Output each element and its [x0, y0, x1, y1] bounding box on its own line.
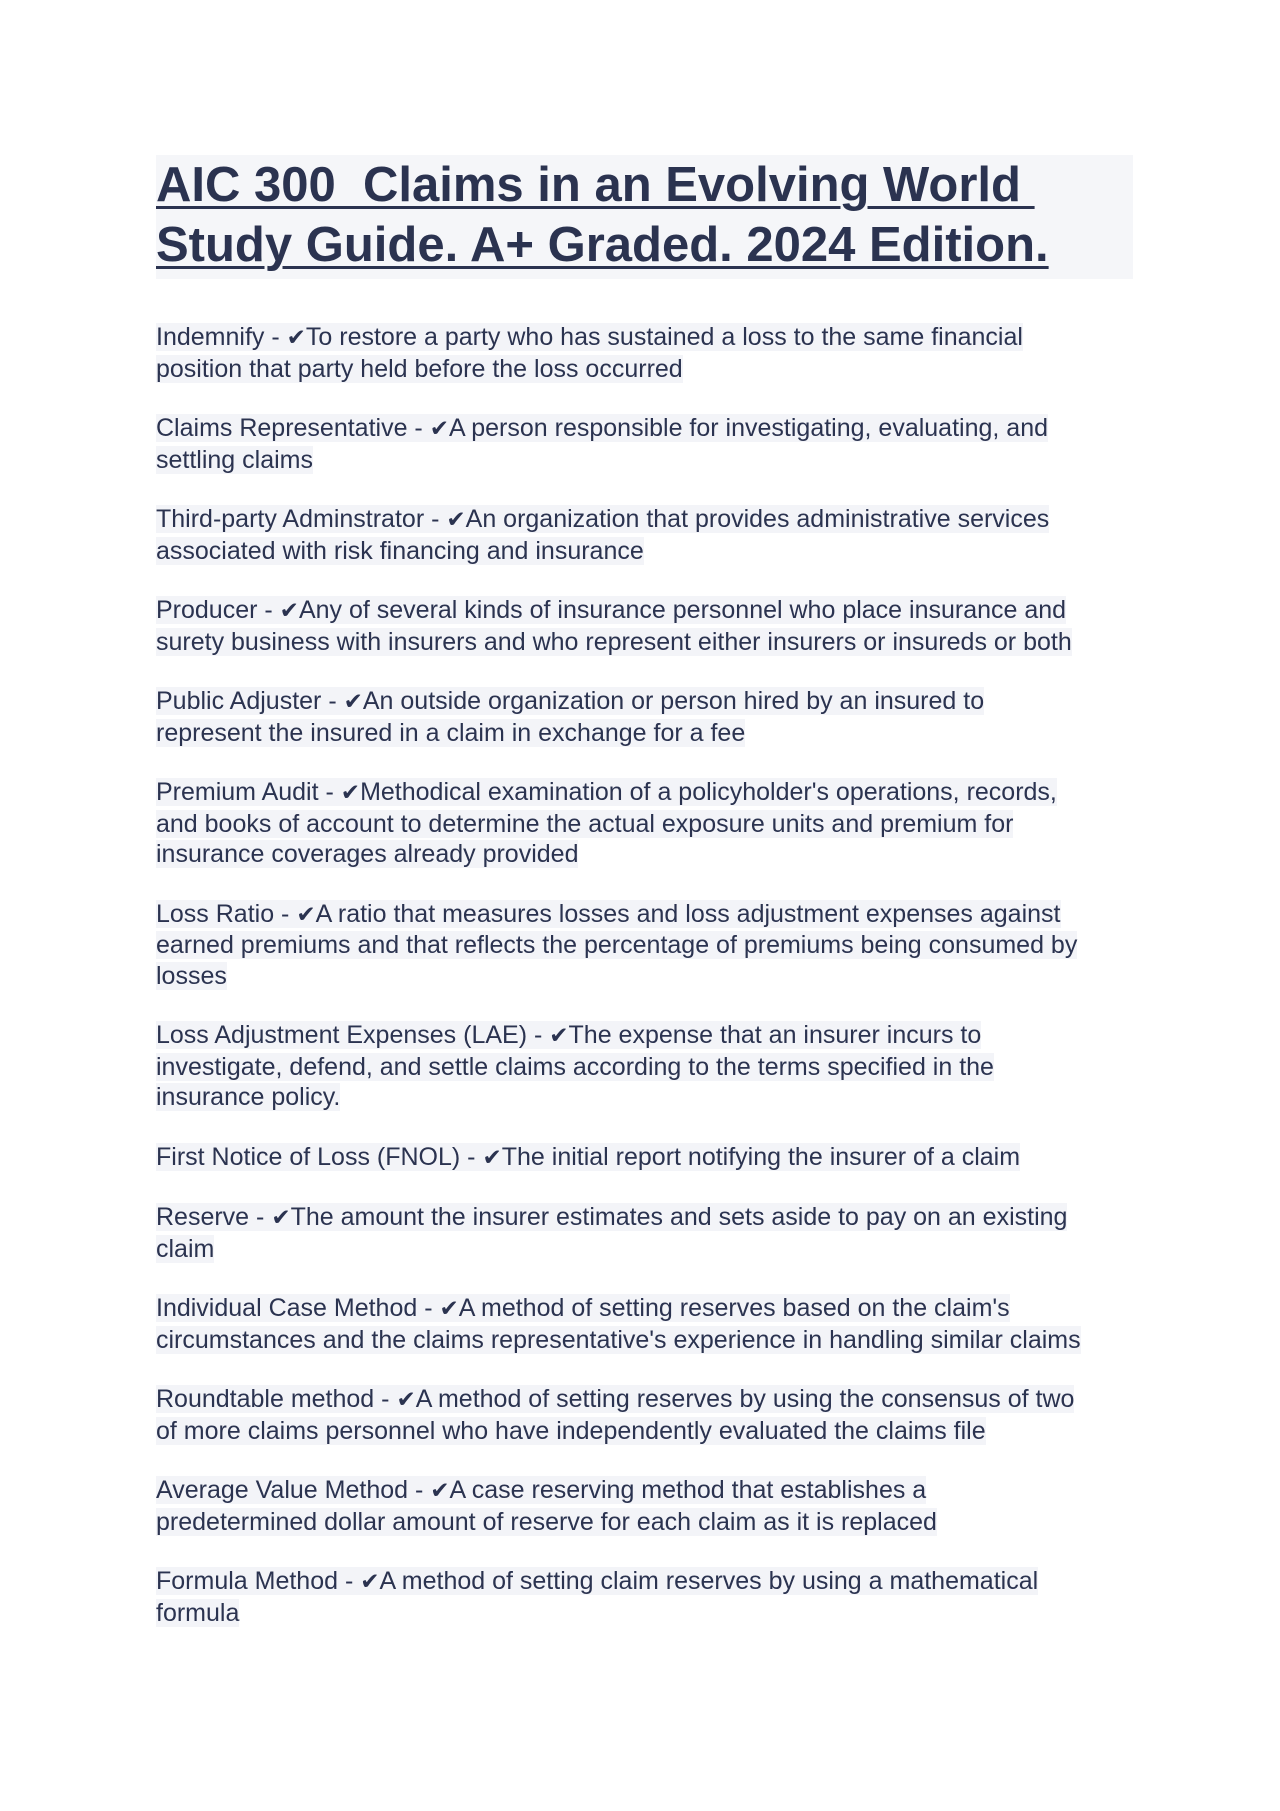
- highlighted-text: [156, 1143, 1020, 1171]
- definition-line: [156, 839, 1156, 870]
- definition-entry: [156, 1142, 1156, 1174]
- definition-entry: [156, 1293, 1156, 1355]
- checkmark-icon: ✔: [296, 901, 316, 928]
- definition-line: [156, 1020, 1156, 1052]
- definition-entry: [156, 1020, 1156, 1113]
- definition-line: [156, 686, 1156, 718]
- definition-line: [156, 899, 1156, 931]
- checkmark-icon: ✔: [446, 507, 466, 533]
- definition-entry: [156, 899, 1156, 992]
- definition-text: A method of setting reserves based on the claim's: [458, 1294, 1010, 1322]
- definition-line: [156, 961, 1156, 992]
- definition-text: claim: [156, 1234, 215, 1263]
- checkmark-icon: ✔: [430, 1478, 450, 1504]
- definition-line: [156, 718, 1156, 749]
- checkmark-icon: ✔: [340, 780, 361, 806]
- highlighted-text: [156, 1385, 1074, 1413]
- definition-entry: [156, 1384, 1156, 1446]
- definition-line: [156, 504, 1156, 536]
- definition-line: [156, 1234, 1156, 1265]
- definition-line: [156, 1082, 1156, 1113]
- term-label: Indemnify -: [156, 323, 287, 351]
- highlighted-text: [156, 1203, 1067, 1231]
- definition-line: [156, 1142, 1156, 1174]
- definition-text: A method of setting claim reserves by using a mathematical: [379, 1567, 1039, 1595]
- term-label: Loss Adjustment Expenses (LAE) -: [156, 1021, 550, 1049]
- definition-line: [156, 1598, 1156, 1629]
- term-label: Average Value Method -: [156, 1476, 431, 1504]
- definition-text: settling claims: [156, 445, 313, 474]
- highlighted-text: [156, 1476, 926, 1504]
- definition-text: To restore a party who has sustained a loss to the same financial: [305, 323, 1023, 351]
- definition-text: The amount the insurer estimates and sets aside to pay on an existing: [290, 1203, 1068, 1231]
- definition-entry: [156, 1566, 1156, 1628]
- definition-line: [156, 354, 1156, 385]
- definition-entry: [156, 686, 1156, 748]
- highlighted-text: [156, 414, 1048, 442]
- definition-line: [156, 322, 1156, 354]
- highlighted-text: [156, 1021, 981, 1049]
- definition-line: [156, 413, 1156, 445]
- document-title: [156, 155, 1133, 279]
- definition-text: formula: [156, 1598, 240, 1627]
- definition-text: insurance coverages already provided: [156, 840, 579, 868]
- term-label: Formula Method -: [156, 1567, 361, 1595]
- definition-line: [156, 1384, 1156, 1416]
- definition-text: losses: [156, 961, 227, 990]
- term-label: Roundtable method -: [156, 1385, 397, 1413]
- definition-text: represent the insured in a claim in exchange for a fee: [156, 718, 746, 747]
- term-label: Reserve -: [156, 1203, 272, 1231]
- definition-line: [156, 930, 1156, 961]
- definition-line: [156, 1475, 1156, 1507]
- checkmark-icon: ✔: [549, 1023, 569, 1049]
- definition-text: earned premiums and that reflects the percentage of premiums being consumed by: [156, 931, 1078, 959]
- definition-line: [156, 1293, 1156, 1325]
- checkmark-icon: ✔: [271, 1205, 291, 1231]
- definition-text: Methodical examination of a policyholder's operations, records,: [360, 778, 1057, 806]
- definition-text: A method of setting reserves by using the consensus of two: [415, 1385, 1075, 1413]
- term-label: Third-party Adminstrator -: [156, 505, 447, 533]
- definition-line: [156, 1416, 1156, 1447]
- definition-text: Any of several kinds of insurance personnel who place insurance and: [298, 596, 1067, 624]
- definition-text: insurance policy.: [156, 1083, 341, 1111]
- definition-text: An organization that provides administrative services: [465, 505, 1050, 533]
- checkmark-icon: ✔: [279, 598, 299, 624]
- definition-text: surety business with insurers and who represent either insurers or insureds or both: [156, 627, 1072, 656]
- definition-text: circumstances and the claims representative's experience in handling similar claims: [156, 1325, 1081, 1354]
- checkmark-icon: ✔: [360, 1569, 380, 1595]
- checkmark-icon: ✔: [343, 689, 363, 715]
- definition-text: position that party held before the loss occurred: [156, 354, 683, 383]
- definition-text: associated with risk financing and insurance: [156, 536, 644, 565]
- definition-line: [156, 1325, 1156, 1356]
- checkmark-icon: ✔: [429, 416, 449, 442]
- highlighted-text: [156, 900, 1061, 928]
- definition-text: A ratio that measures losses and loss adjustment expenses against: [315, 899, 1061, 928]
- definition-text: investigate, defend, and settle claims according to the terms specified in the: [156, 1052, 994, 1081]
- definition-text: The expense that an insurer incurs to: [568, 1021, 982, 1049]
- highlighted-text: [156, 778, 1057, 806]
- definition-text: The initial report notifying the insurer of a claim: [501, 1142, 1021, 1171]
- definition-entry: [156, 504, 1156, 566]
- definition-line: [156, 1052, 1156, 1083]
- definition-entry: [156, 413, 1156, 475]
- definition-line: [156, 1202, 1156, 1234]
- definition-text: A case reserving method that establishes a: [449, 1476, 927, 1504]
- title-line: Study Guide. A+ Graded. 2024 Edition.: [156, 218, 1049, 272]
- highlighted-text: [156, 1294, 1010, 1322]
- checkmark-icon: ✔: [439, 1296, 459, 1322]
- definition-entry: [156, 322, 1156, 384]
- highlighted-text: [156, 505, 1049, 533]
- term-label: Loss Ratio -: [156, 899, 297, 928]
- definition-text: A person responsible for investigating, evaluating, and: [449, 414, 1048, 442]
- checkmark-icon: ✔: [286, 325, 306, 351]
- highlighted-text: [156, 323, 1023, 351]
- highlighted-text: [156, 596, 1066, 624]
- checkmark-icon: ✔: [482, 1144, 502, 1171]
- definition-text: An outside organization or person hired by an insured to: [362, 687, 985, 715]
- term-label: Individual Case Method -: [156, 1294, 440, 1322]
- definition-line: [156, 1507, 1156, 1538]
- term-label: Public Adjuster -: [156, 687, 344, 715]
- term-label: Premium Audit -: [156, 778, 341, 806]
- definition-line: [156, 595, 1156, 627]
- definition-entry: [156, 777, 1156, 870]
- definition-text: of more claims personnel who have independently evaluated the claims file: [156, 1416, 986, 1445]
- definition-entry: [156, 1202, 1156, 1264]
- definition-list: [156, 322, 1156, 1657]
- term-label: Claims Representative -: [156, 414, 430, 442]
- definition-text: and books of account to determine the actual exposure units and premium for: [156, 809, 1014, 838]
- title-line: AIC 300 Claims in an Evolving World: [156, 158, 1035, 212]
- definition-line: [156, 809, 1156, 840]
- definition-line: [156, 1566, 1156, 1598]
- definition-entry: [156, 595, 1156, 657]
- term-label: Producer -: [156, 596, 280, 624]
- highlighted-text: [156, 1567, 1038, 1595]
- definition-line: [156, 536, 1156, 567]
- term-label: First Notice of Loss (FNOL) -: [156, 1142, 483, 1171]
- definition-line: [156, 777, 1156, 809]
- definition-line: [156, 627, 1156, 658]
- definition-entry: [156, 1475, 1156, 1537]
- checkmark-icon: ✔: [396, 1387, 416, 1413]
- definition-text: predetermined dollar amount of reserve for each claim as it is replaced: [156, 1507, 937, 1536]
- definition-line: [156, 445, 1156, 476]
- highlighted-text: [156, 687, 984, 715]
